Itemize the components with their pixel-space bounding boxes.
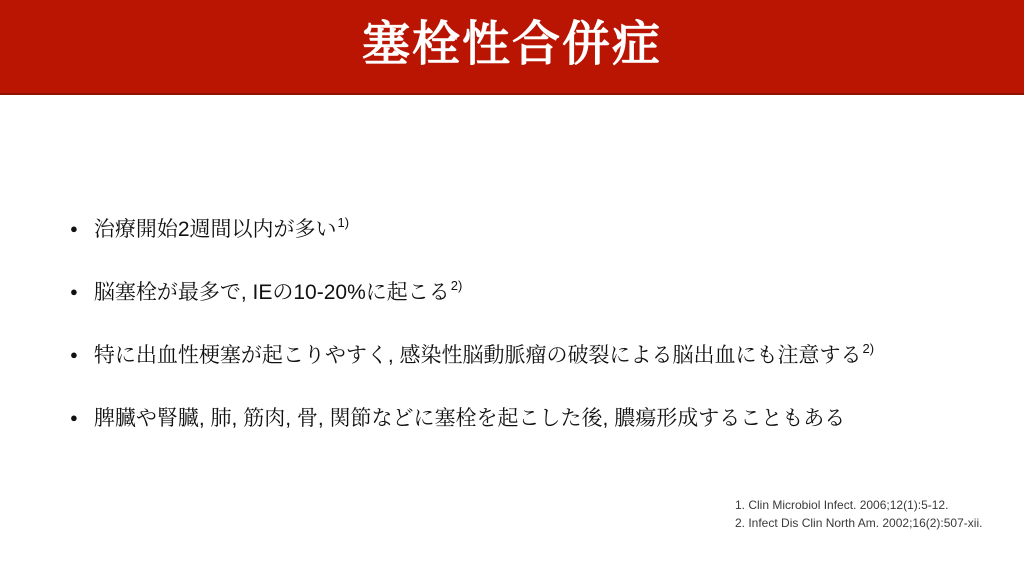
bullet-dot-icon: ● xyxy=(70,221,78,236)
bullet-item xyxy=(70,342,874,370)
slide-title: 塞栓性合併症 xyxy=(361,17,662,71)
bullet-text: 脾臓や腎臓, 肺, 筋肉, 骨, 関節などに塞栓を起こした後, 膿瘍形成することもある xyxy=(93,407,846,430)
reference-line: 1. Clin Microbiol Infect. 2006;12(1):5-12. xyxy=(735,498,949,512)
bullet-dot-icon: ● xyxy=(70,410,78,425)
bullet-citation-superscript: 1) xyxy=(337,215,350,230)
bullet-dot-icon: ● xyxy=(70,347,78,362)
reference-line: 2. Infect Dis Clin North Am. 2002;16(2):507-xii. xyxy=(735,515,983,530)
bullet-citation-superscript: 2) xyxy=(862,341,875,356)
bullet-text: 治療開始2週間以内が多い xyxy=(93,218,337,241)
reference-list xyxy=(735,497,982,532)
bullet-item xyxy=(70,279,874,307)
bullet-text: 脳塞栓が最多で, IEの10-20%に起こる xyxy=(93,281,450,304)
bullet-citation-superscript: 2) xyxy=(450,278,463,293)
bullet-item xyxy=(70,216,874,244)
bullet-item xyxy=(70,405,874,433)
bullet-dot-icon: ● xyxy=(70,284,78,299)
slide-header-bar xyxy=(0,0,1024,95)
bullet-list xyxy=(70,216,874,468)
bullet-text: 特に出血性梗塞が起こりやすく, 感染性脳動脈瘤の破裂による脳出血にも注意する xyxy=(93,344,862,367)
